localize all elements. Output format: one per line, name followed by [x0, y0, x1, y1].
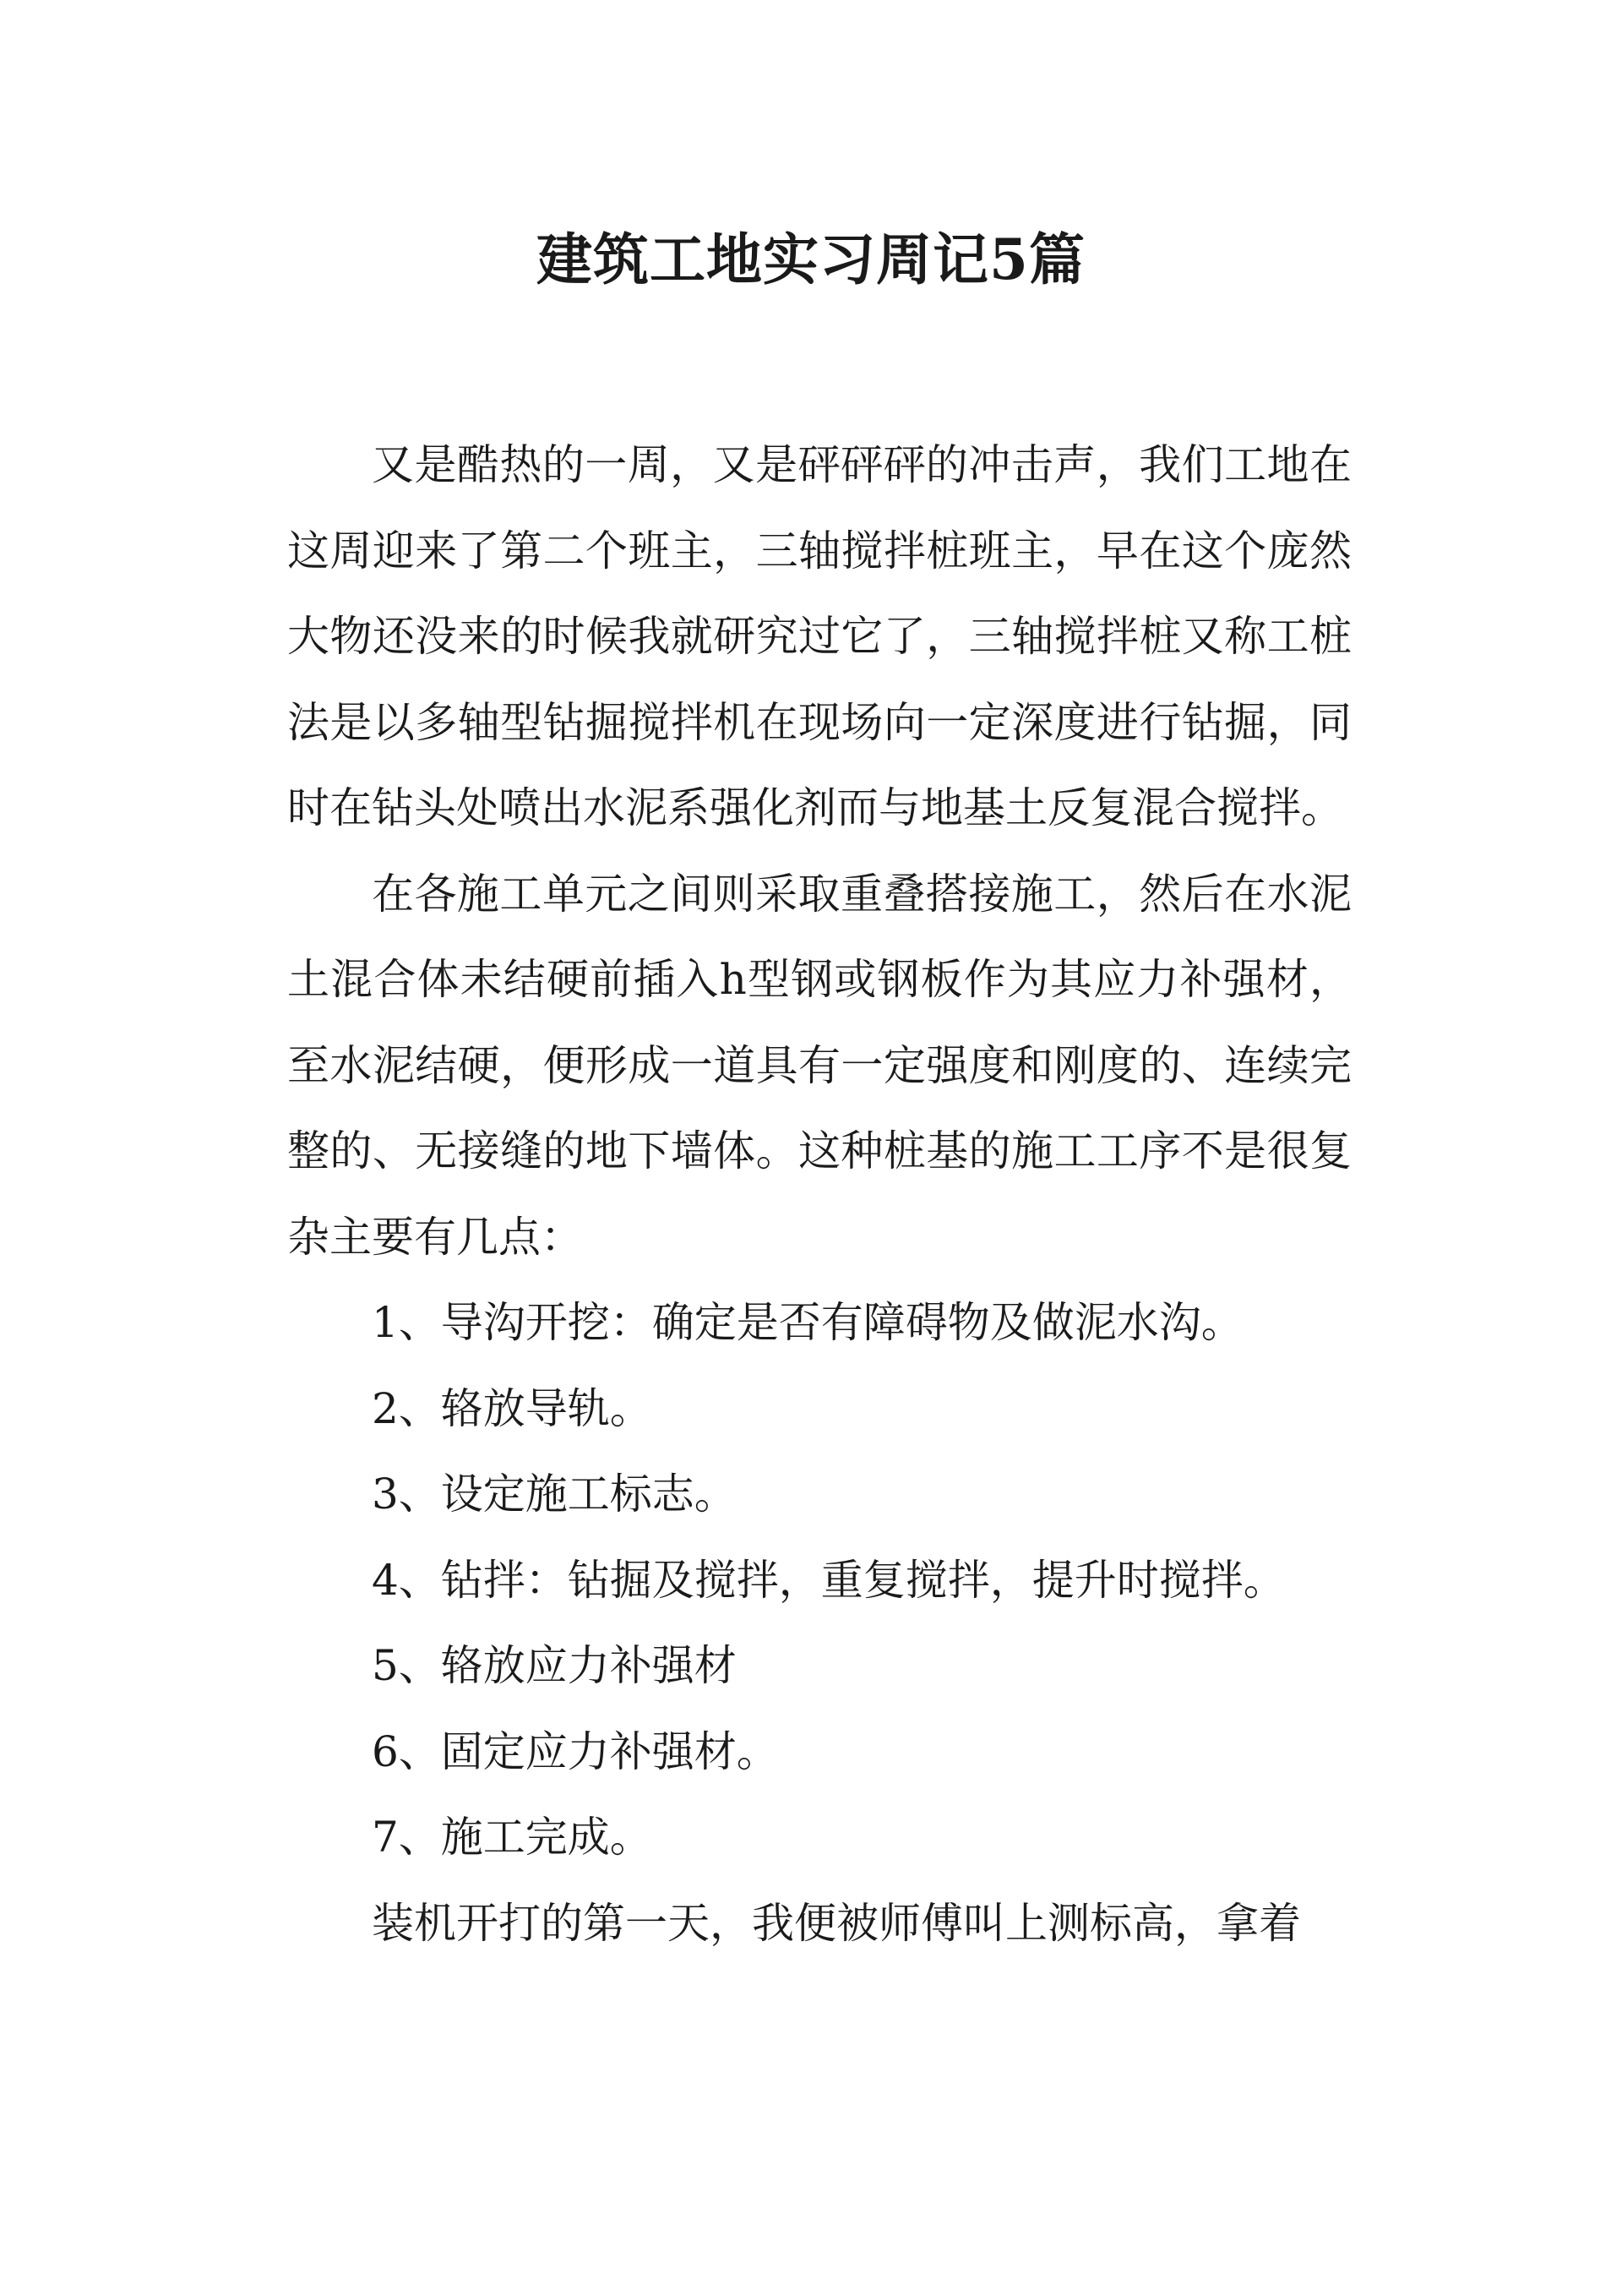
document-title: 建筑工地实习周记5篇 — [536, 226, 1086, 292]
document-body — [287, 423, 1352, 1966]
step-item-1: 1、导沟开挖：确定是否有障碍物及做泥水沟。 — [372, 1298, 1244, 1347]
step-item-7: 7、施工完成。 — [372, 1813, 652, 1862]
paragraph-intro: 又是酷热的一周，又是砰砰砰的冲击声，我们工地在这周迎来了第二个班主，三轴搅拌桩班主，早在这个庞然大物还没来的时候我就研究过它了，三轴搅拌桩又称工桩法是以多轴型钻掘搅拌机在现场向一定深度进行钻掘，同时在钻头处喷出水泥系强化剂而与地基土反复混合搅拌。 — [287, 440, 1352, 832]
paragraph-closing: 装机开打的第一天，我便被师傅叫上测标高，拿着 — [372, 1898, 1301, 1948]
step-item-4: 4、钻拌：钻掘及搅拌，重复搅拌，提升时搅拌。 — [372, 1555, 1286, 1605]
step-item-6: 6、固定应力补强材。 — [372, 1726, 779, 1776]
step-item-2: 2、辂放导轨。 — [372, 1383, 652, 1433]
paragraph-construction: 在各施工单元之间则采取重叠搭接施工，然后在水泥土混合体未结硬前插入h型钢或钢板作为其应力补强材，至水泥结硬，便形成一道具有一定强度和刚度的、连续完整的、无接缝的地下墙体。这种桩基的施工工序不是很复杂主要有几点： — [287, 869, 1352, 1262]
step-item-3: 3、设定施工标志。 — [372, 1470, 737, 1519]
step-item-5: 5、辂放应力补强材 — [372, 1641, 737, 1690]
